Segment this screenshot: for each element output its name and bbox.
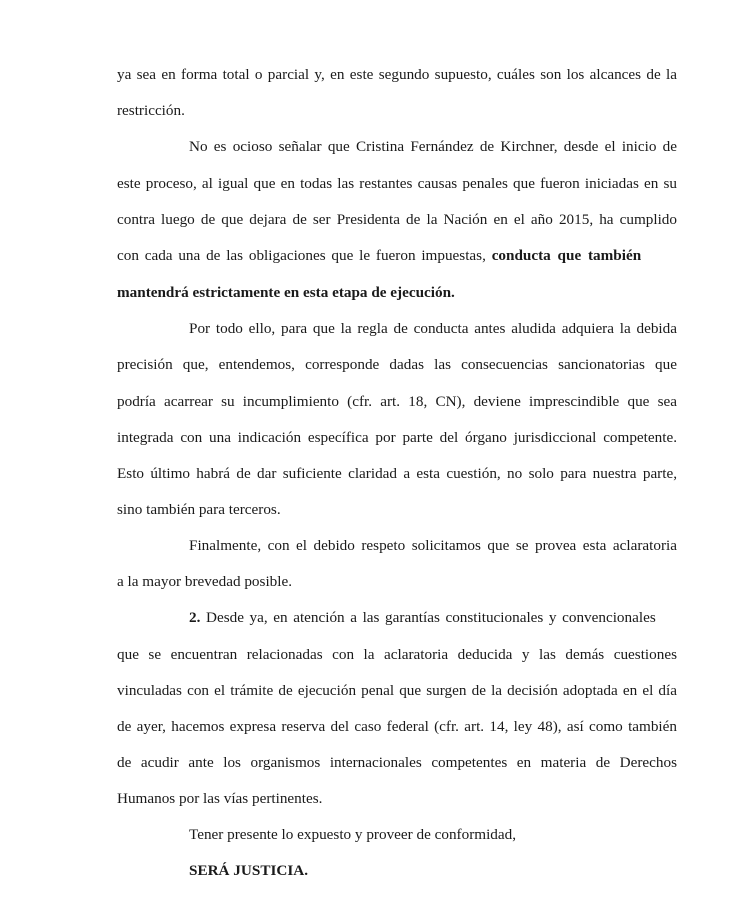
closing-formula: SERÁ JUSTICIA. [189, 862, 309, 879]
paragraph-line: este proceso, al igual que en todas las restantes causas penales que fueron iniciadas en su [117, 175, 677, 192]
paragraph-line: No es ocioso señalar que Cristina Fernández de Kirchner, desde el inicio de [189, 138, 677, 155]
paragraph-line: podría acarrear su incumplimiento (cfr. art. 18, CN), deviene imprescindible que sea [117, 393, 677, 410]
paragraph-line: vinculadas con el trámite de ejecución penal que surgen de la decisión adoptada en el día [117, 682, 677, 699]
paragraph-line: contra luego de que dejara de ser Presidenta de la Nación en el año 2015, ha cumplido [117, 211, 677, 228]
paragraph-line [117, 247, 677, 265]
plain-text: con cada una de las obligaciones que le fueron impuestas, [117, 247, 486, 264]
paragraph-line: Esto último habrá de dar suficiente claridad a esta cuestión, no solo para nuestra parte, [117, 465, 677, 482]
paragraph-line: restricción. [117, 102, 185, 119]
paragraph-line: ya sea en forma total o parcial y, en este segundo supuesto, cuáles son los alcances de la [117, 66, 677, 83]
paragraph-line: de ayer, hacemos expresa reserva del caso federal (cfr. art. 14, ley 48), así como también [117, 718, 677, 735]
paragraph-line: integrada con una indicación específica por parte del órgano jurisdiccional competente. [117, 429, 677, 446]
bold-text: conducta que también [491, 247, 642, 264]
paragraph-line: Humanos por las vías pertinentes. [117, 790, 323, 807]
paragraph-line: Finalmente, con el debido respeto solicitamos que se provea esta aclaratoria [189, 537, 677, 554]
paragraph-line: mantendrá estrictamente en esta etapa de ejecución. [117, 284, 455, 301]
paragraph-line: de acudir ante los organismos internacionales competentes en materia de Derechos [117, 754, 677, 771]
paragraph-line [189, 609, 677, 627]
paragraph-line: que se encuentran relacionadas con la aclaratoria deducida y las demás cuestiones [117, 646, 677, 663]
plain-text: Desde ya, en atención a las garantías constitucionales y convencionales [206, 609, 656, 626]
item-number: 2. [189, 609, 201, 626]
paragraph-line: Tener presente lo expuesto y proveer de conformidad, [189, 826, 517, 843]
paragraph-line: precisión que, entendemos, corresponde dadas las consecuencias sancionatorias que [117, 356, 677, 373]
paragraph-line: a la mayor brevedad posible. [117, 573, 293, 590]
paragraph-line: Por todo ello, para que la regla de conducta antes aludida adquiera la debida [189, 320, 677, 337]
paragraph-line: sino también para terceros. [117, 501, 281, 518]
